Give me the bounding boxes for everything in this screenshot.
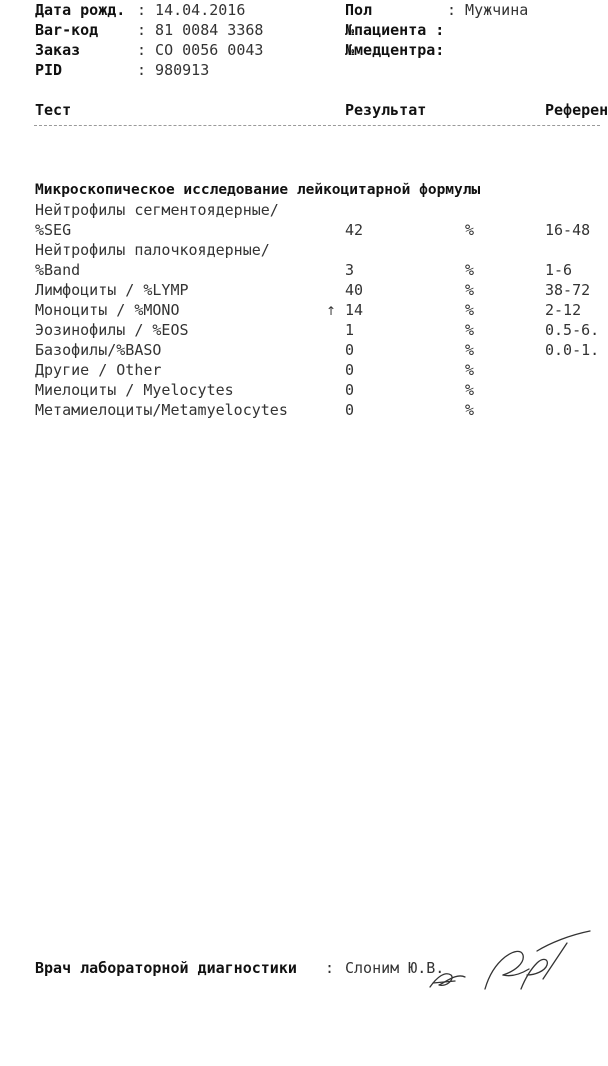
test-reference: 2-12 bbox=[545, 301, 582, 319]
test-unit: % bbox=[465, 401, 475, 419]
test-unit: % bbox=[465, 301, 475, 319]
test-unit: % bbox=[465, 261, 475, 279]
order-label: Заказ bbox=[35, 41, 81, 59]
dob-label: Дата рожд. bbox=[35, 1, 126, 19]
test-reference: 38-72 bbox=[545, 281, 591, 299]
order-value: : CO 0056 0043 bbox=[137, 41, 264, 59]
med-center-number-label: №медцентра: bbox=[345, 41, 445, 59]
test-result: 3 bbox=[345, 261, 355, 279]
barcode-label: Bar-код bbox=[35, 21, 99, 39]
test-result: 40 bbox=[345, 281, 364, 299]
sex-label: Пол bbox=[345, 1, 373, 19]
test-result: 42 bbox=[345, 221, 364, 239]
test-result: 14 bbox=[345, 301, 364, 319]
test-name: Лимфоциты / %LYMP bbox=[35, 281, 189, 299]
pid-value: : 980913 bbox=[137, 61, 210, 79]
test-unit: % bbox=[465, 341, 475, 359]
patient-number-label: №пациента : bbox=[345, 21, 445, 39]
column-header-reference: Референ bbox=[545, 101, 608, 119]
dob-value: : 14.04.2016 bbox=[137, 1, 246, 19]
test-result: 1 bbox=[345, 321, 355, 339]
test-reference: 0.5-6. bbox=[545, 321, 600, 339]
test-result: 0 bbox=[345, 401, 355, 419]
column-header-test: Тест bbox=[35, 101, 72, 119]
test-reference: 1-6 bbox=[545, 261, 573, 279]
test-reference: 16-48 bbox=[545, 221, 591, 239]
test-name: Нейтрофилы сегментоядерные/ bbox=[35, 201, 279, 219]
column-header-result: Результат bbox=[345, 101, 427, 119]
test-unit: % bbox=[465, 221, 475, 239]
doctor-name: Слоним Ю.В. bbox=[345, 959, 445, 977]
barcode-value: : 81 0084 3368 bbox=[137, 21, 264, 39]
test-result: 0 bbox=[345, 381, 355, 399]
test-unit: % bbox=[465, 321, 475, 339]
test-name: Нейтрофилы палочкоядерные/ bbox=[35, 241, 270, 259]
sex-value: : Мужчина bbox=[447, 1, 529, 19]
test-result: 0 bbox=[345, 361, 355, 379]
test-name: Метамиелоциты/Metamyelocytes bbox=[35, 401, 288, 419]
section-title: Микроскопическое исследование лейкоцитарной формулы bbox=[35, 182, 481, 198]
signature-icon bbox=[425, 925, 595, 995]
test-unit: % bbox=[465, 381, 475, 399]
test-name: Другие / Other bbox=[35, 361, 162, 379]
doctor-label: Врач лабораторной диагностики bbox=[35, 959, 297, 977]
up-arrow-icon: ↑ bbox=[326, 304, 337, 318]
test-name: Эозинофилы / %EOS bbox=[35, 321, 189, 339]
test-result: 0 bbox=[345, 341, 355, 359]
doctor-colon: : bbox=[325, 959, 335, 977]
test-name: Миелоциты / Myelocytes bbox=[35, 381, 234, 399]
test-name: Моноциты / %MONO bbox=[35, 301, 180, 319]
header-divider bbox=[34, 125, 600, 126]
test-code: %SEG bbox=[35, 221, 72, 239]
test-unit: % bbox=[465, 281, 475, 299]
test-name: Базофилы/%BASO bbox=[35, 341, 162, 359]
test-unit: % bbox=[465, 361, 475, 379]
test-code: %Band bbox=[35, 261, 81, 279]
pid-label: PID bbox=[35, 61, 63, 79]
test-reference: 0.0-1. bbox=[545, 341, 600, 359]
